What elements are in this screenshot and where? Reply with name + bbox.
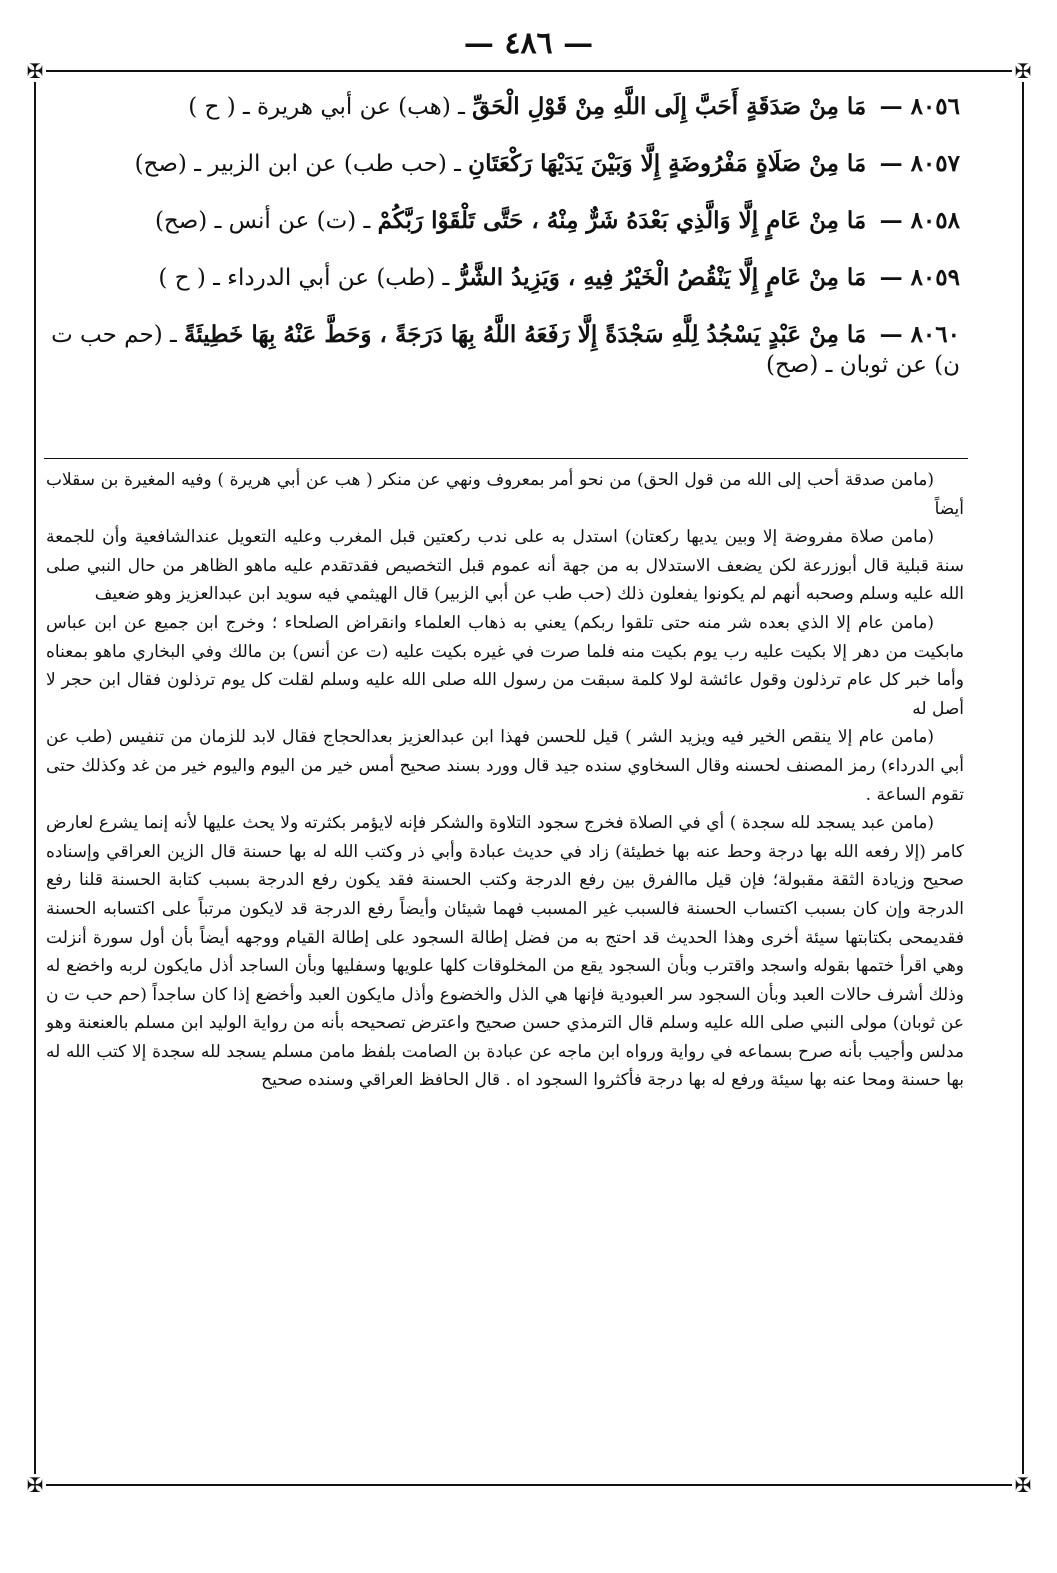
hadith-entry (50, 320, 960, 380)
frame-top-rule (34, 70, 1024, 72)
commentary-paragraph: (مامن عبد يسجد لله سجدة ) أي في الصلاة فخرج سجود التلاوة والشكر فإنه لايؤمر بكثرته ولا يحث عليها لأنه إنما يشرع لعارض كامر (إلا رفعه الله بها درجة وحط عنه بها خطيئة) زاد في حديث عبادة وأبي ذر وكتب الله له بها حسنة قال الزين العراقي وإسناده صحيح وزيادة الثقة مقبولة؛ فإن قيل ماالفرق بين رفع الدرجة وكتب الحسنة فقد يكون رفع الدرجة بسبب كتابة الحسنة قلنا رفع الدرجة وإن كان بسبب اكتساب الحسنة فالسبب غير المسبب فهما شيئان وأيضاً رفع الدرجة قد لايكون مرتباً على اكتسابه الحسنة فقديمحى بكتابتها سيئة أخرى وهذا الحديث قد احتج به من فضل إطالة السجود على إطالة القيام ووجهه أيضاً بأن أول سورة أنزلت وهي اقرأ ختمها بقوله واسجد واقترب وبأن السجود يقع من المخلوقات كلها علويها وسفليها وبأن الساجد أذل مايكون لربه واخضع له وذلك أشرف حالات العبد وبأن السجود سر العبودية فإنها هي الذل والخضوع وأذل مايكون العبد وأخضع إذا كان ساجداً (حم حب ت ن عن ثوبان) مولى النبي صلى الله عليه وسلم قال الترمذي حسن صحيح واعترض تصحيحه بأنه من رواية الوليد ابن مسلم بالعنعنة وهو مدلس وأجيب بأنه صرح بسماعه في رواية ورواه ابن ماجه عن عبادة بن الصامت بلفظ مامن مسلم يسجد لله سجدة إلا كتب الله له بها حسنة ومحا عنه بها سيئة ورفع له بها درجة فأكثروا السجود اه . قال الحافظ العراقي وسنده صحيح (46, 813, 964, 1091)
hadith-entry (50, 92, 960, 122)
hadith-source: ـ (هب) عن أبي هريرة ـ ( ح ) (188, 94, 465, 120)
hadith-text: مَا مِنْ عَامٍ إِلَّا وَالَّذِي بَعْدَهُ شَرٌّ مِنْهُ ، حَتَّى تَلْقَوْا رَبَّكُمْ (377, 207, 867, 234)
frame-left-rule (34, 70, 36, 1486)
commentary-paragraph: (مامن صدقة أحب إلى الله من قول الحق) من نحو أمر بمعروف ونهي عن منكر ( هب عن أبي هريرة ) وفيه المغيرة بن سقلاب أيضاً (46, 470, 964, 519)
hadith-entry (50, 206, 960, 236)
hadith-text: مَا مِنْ صَلَاةٍ مَفْرُوضَةٍ إِلَّا وَبَيْنَ يَدَيْهَا رَكْعَتَانِ (468, 150, 867, 177)
hadith-text: مَا مِنْ عَبْدٍ يَسْجُدُ لِلَّهِ سَجْدَةً إِلَّا رَفَعَهُ اللَّهُ بِهَا دَرَجَةً ، وَحَطَّ عَنْهُ بِهَا خَطِيئَةً (184, 321, 867, 348)
hadith-source: ـ (حم حب ت ن) عن ثوبان ـ (صح) (51, 322, 960, 378)
corner-ornament-icon: ✠ (24, 60, 46, 82)
hadith-entry (50, 149, 960, 179)
hadith-number: ٨٠٥٦ — (879, 93, 960, 120)
hadith-text: مَا مِنْ صَدَقَةٍ أَحَبَّ إِلَى اللَّهِ مِنْ قَوْلِ الْحَقِّ (472, 93, 867, 120)
corner-ornament-icon: ✠ (1012, 1474, 1034, 1496)
corner-ornament-icon: ✠ (24, 1474, 46, 1496)
hadith-number: ٨٠٥٨ — (879, 207, 960, 234)
corner-ornament-icon: ✠ (1012, 60, 1034, 82)
hadith-list (50, 92, 960, 407)
hadith-source: ـ (طب) عن أبي الدرداء ـ ( ح ) (158, 265, 450, 291)
section-divider (44, 458, 968, 459)
hadith-number: ٨٠٦٠ — (879, 321, 960, 348)
commentary-paragraph: (مامن عام إلا الذي بعده شر منه حتى تلقوا ربكم) يعني به ذهاب العلماء وانقراض الصلحاء ؛ وخرج ابن جميع عن ابن عباس مابكيت من دهر إلا بكيت عليه رب يوم بكيت منه فلما صرت في غيره بكيت عليه (ت عن أنس) بن مالك وفي البخاري ماهو بمعناه وأما خبر كل عام ترذلون وقول عائشة لولا كلمة سبقت من رسول الله صلى الله عليه وسلم لقلت كل يوم ترذلون فقال ابن حجر لا أصل له (46, 612, 964, 719)
hadith-entry (50, 263, 960, 293)
hadith-number: ٨٠٥٧ — (879, 150, 960, 177)
hadith-number: ٨٠٥٩ — (879, 264, 960, 291)
commentary (46, 466, 964, 1095)
hadith-source: ـ (حب طب) عن ابن الزبير ـ (صح) (134, 151, 461, 177)
frame-right-rule (1022, 70, 1024, 1486)
hadith-source: ـ (ت) عن أنس ـ (صح) (154, 208, 371, 234)
commentary-paragraph: (مامن صلاة مفروضة إلا وبين يديها ركعتان) استدل به على ندب ركعتين قبل المغرب وعليه التعويل عندالشافعية وأن للجمعة سنة قبلية قال أبوزرعة لكن يضعف الاستدلال به من جهة أنه عموم قبل التخصيص فقدتقدم عليه ماهو الظاهر من حال النبي صلى الله عليه وسلم وصحبه أنهم لم يكونوا يفعلون ذلك (حب طب عن أبي الزبير) قال الهيثمي فيه سويد ابن عبدالعزيز وهو ضعيف (46, 527, 964, 605)
page-number: — ٤٨٦ — (463, 26, 594, 61)
commentary-paragraph: (مامن عام إلا ينقص الخير فيه ويزيد الشر ) قيل للحسن فهذا ابن عبدالعزيز بعدالحجاج فقال لابد للزمان من تنفيس (طب عن أبي الدرداء) رمز المصنف لحسنه وقال السخاوي سنده جيد قال وورد بسند صحيح أمس خير من اليوم واليوم خير من غد وكذلك حتى تقوم الساعة . (46, 727, 964, 805)
hadith-text: مَا مِنْ عَامٍ إِلَّا يَنْقُصُ الْخَيْرُ فِيهِ ، وَيَزِيدُ الشَّرُّ (456, 264, 867, 291)
frame-bottom-rule (34, 1484, 1024, 1486)
